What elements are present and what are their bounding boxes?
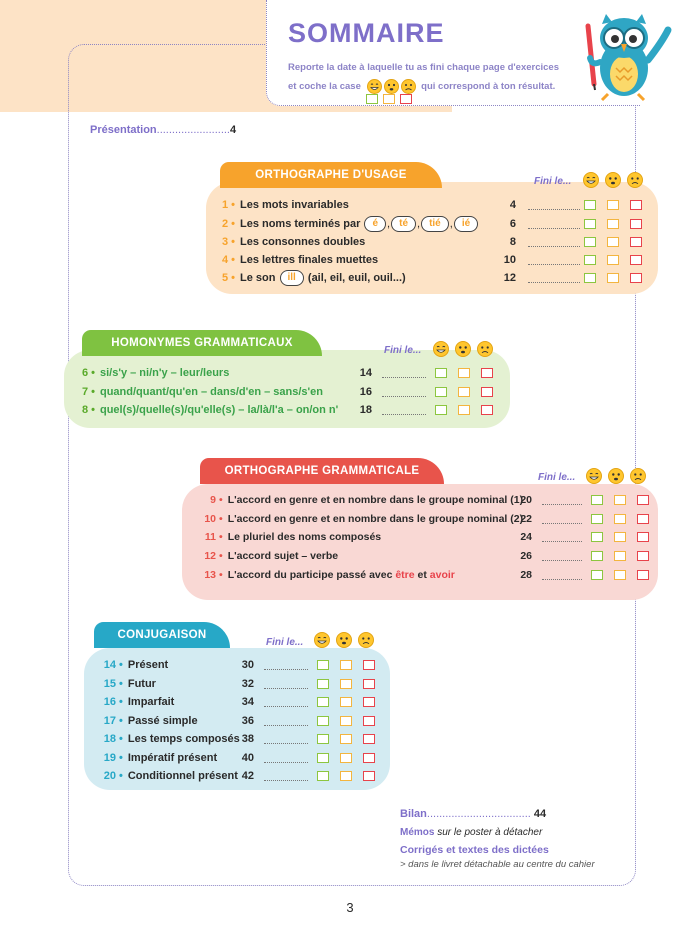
checkbox-good[interactable] xyxy=(591,532,603,542)
happy-face-icon xyxy=(586,468,602,484)
checkbox-medium[interactable] xyxy=(607,200,619,210)
date-line[interactable] xyxy=(264,734,308,744)
checkbox-bad[interactable] xyxy=(363,771,375,781)
sad-face-icon xyxy=(477,341,493,357)
date-line[interactable] xyxy=(264,660,308,670)
checkbox-medium[interactable] xyxy=(340,697,352,707)
owl-mascot-icon xyxy=(578,6,678,106)
checkbox-medium[interactable] xyxy=(340,771,352,781)
list-item[interactable]: 12 • L'accord sujet – verbe 26 xyxy=(200,547,652,565)
date-line[interactable] xyxy=(542,532,582,542)
legend-checkboxes xyxy=(366,94,412,104)
list-item[interactable]: 20 • Conditionnel présent 42 xyxy=(100,767,380,785)
list-item[interactable]: 19 • Impératif présent 40 xyxy=(100,749,380,767)
list-item[interactable]: 14 • Présent 30 xyxy=(100,656,380,674)
happy-face-icon xyxy=(433,341,449,357)
date-line[interactable] xyxy=(542,514,582,524)
date-line[interactable] xyxy=(264,771,308,781)
page-number: 3 xyxy=(346,900,354,915)
checkbox-good[interactable] xyxy=(591,514,603,524)
checkbox-medium[interactable] xyxy=(340,734,352,744)
date-line[interactable] xyxy=(542,551,582,561)
checkbox-medium[interactable] xyxy=(458,368,470,378)
neutral-face-icon xyxy=(605,172,621,188)
section-title-orthographe-usage: ORTHOGRAPHE D'USAGE xyxy=(220,162,442,188)
fini-le-label: Fini le... xyxy=(266,637,304,648)
neutral-face-icon xyxy=(455,341,471,357)
checkbox-medium[interactable] xyxy=(458,405,470,415)
list-item[interactable]: 1 • Les mots invariables 4 xyxy=(222,196,642,214)
checkbox-medium[interactable] xyxy=(340,753,352,763)
checkbox-bad[interactable] xyxy=(637,514,649,524)
result-emojis xyxy=(583,172,643,188)
fini-le-label: Fini le... xyxy=(534,176,572,187)
happy-face-icon xyxy=(367,79,382,94)
section-title-conjugaison: CONJUGAISON xyxy=(94,622,230,648)
checkbox-medium[interactable] xyxy=(458,387,470,397)
checkbox-medium[interactable] xyxy=(607,273,619,283)
checkbox-bad[interactable] xyxy=(630,255,642,265)
checkbox-medium[interactable] xyxy=(614,570,626,580)
checkbox-medium[interactable] xyxy=(607,255,619,265)
list-item[interactable]: 2 • Les noms terminés par é , té , tié , ié 6 xyxy=(222,215,642,233)
date-line[interactable] xyxy=(264,679,308,689)
checkbox-bad[interactable] xyxy=(363,734,375,744)
checkbox-bad[interactable] xyxy=(637,495,649,505)
checkbox-medium[interactable] xyxy=(340,679,352,689)
instructions: Reporte la date à laquelle tu as fini chaque page d'exercices et coche la case qui correspond à ton résultat. xyxy=(288,62,559,92)
checkbox-bad[interactable] xyxy=(630,273,642,283)
section-title-homonymes: HOMONYMES GRAMMATICAUX xyxy=(82,330,322,356)
date-line[interactable] xyxy=(382,387,426,397)
date-line[interactable] xyxy=(542,570,582,580)
date-line[interactable] xyxy=(528,219,580,229)
checkbox-good[interactable] xyxy=(317,753,329,763)
list-item[interactable]: 8 • quel(s)/quelle(s)/qu'elle(s) – la/là/l'a – on/on n' 18 xyxy=(82,401,502,419)
bilan-entry[interactable]: Bilan.................................. 44 xyxy=(400,808,547,820)
checkbox-good[interactable] xyxy=(435,368,447,378)
result-emojis xyxy=(314,632,374,648)
date-line[interactable] xyxy=(382,368,426,378)
checkbox-good[interactable] xyxy=(584,200,596,210)
checkbox-bad[interactable] xyxy=(630,200,642,210)
happy-face-icon xyxy=(314,632,330,648)
memos-note: Mémos sur le poster à détacher xyxy=(400,827,543,838)
date-line[interactable] xyxy=(528,200,580,210)
list-item[interactable]: 9 • L'accord en genre et en nombre dans le groupe nominal (1) 20 xyxy=(200,491,652,509)
checkbox-good[interactable] xyxy=(584,255,596,265)
neutral-face-icon xyxy=(336,632,352,648)
list-item[interactable]: 18 • Les temps composés 38 xyxy=(100,730,380,748)
checkbox-bad[interactable] xyxy=(363,753,375,763)
date-line[interactable] xyxy=(528,237,580,247)
date-line[interactable] xyxy=(528,255,580,265)
checkbox-good[interactable] xyxy=(317,771,329,781)
checkbox-medium[interactable] xyxy=(614,495,626,505)
list-item[interactable]: 17 • Passé simple 36 xyxy=(100,712,380,730)
checkbox-bad[interactable] xyxy=(363,716,375,726)
result-emojis xyxy=(433,341,493,357)
list-item[interactable]: 7 • quand/quant/qu'en – dans/d'en – sans/s'en 16 xyxy=(82,383,502,401)
date-line[interactable] xyxy=(382,405,426,415)
checkbox-good[interactable] xyxy=(317,716,329,726)
list-item[interactable]: 16 • Imparfait 34 xyxy=(100,693,380,711)
checkbox-medium[interactable] xyxy=(614,532,626,542)
checkbox-good[interactable] xyxy=(584,237,596,247)
date-line[interactable] xyxy=(264,716,308,726)
sad-face-icon xyxy=(401,79,416,94)
checkbox-good[interactable] xyxy=(317,660,329,670)
checkbox-medium[interactable] xyxy=(607,237,619,247)
checkbox-good[interactable] xyxy=(317,679,329,689)
corriges-title: Corrigés et textes des dictées xyxy=(400,844,549,856)
checkbox-medium[interactable] xyxy=(340,716,352,726)
list-item[interactable]: 6 • si/s'y – ni/n'y – leur/leurs 14 xyxy=(82,364,502,382)
checkbox-bad[interactable] xyxy=(363,679,375,689)
checkbox-medium[interactable] xyxy=(614,551,626,561)
checkbox-good[interactable] xyxy=(435,387,447,397)
checkbox-good[interactable] xyxy=(317,734,329,744)
livret-note: > dans le livret détachable au centre du cahier xyxy=(400,859,595,870)
list-item[interactable]: 5 • Le son ill (ail, eil, euil, ouil...) 12 xyxy=(222,269,642,287)
checkbox-medium[interactable] xyxy=(340,660,352,670)
checkbox-medium[interactable] xyxy=(614,514,626,524)
section-title-orthographe-grammaticale: ORTHOGRAPHE GRAMMATICALE xyxy=(200,458,444,484)
fini-le-label: Fini le... xyxy=(384,345,422,356)
date-line[interactable] xyxy=(542,495,582,505)
presentation-entry[interactable]: Présentation........................4 xyxy=(90,124,237,136)
checkbox-bad[interactable] xyxy=(481,405,493,415)
checkbox-good[interactable] xyxy=(435,405,447,415)
sad-face-icon xyxy=(630,468,646,484)
list-item[interactable]: 11 • Le pluriel des noms composés 24 xyxy=(200,528,652,546)
neutral-face-icon xyxy=(608,468,624,484)
list-item[interactable]: 4 • Les lettres finales muettes 10 xyxy=(222,251,642,269)
neutral-face-icon xyxy=(384,79,399,94)
happy-face-icon xyxy=(583,172,599,188)
checkbox-bad[interactable] xyxy=(637,570,649,580)
date-line[interactable] xyxy=(264,753,308,763)
checkbox-good[interactable] xyxy=(591,495,603,505)
list-item[interactable]: 15 • Futur 32 xyxy=(100,675,380,693)
checkbox-good[interactable] xyxy=(591,570,603,580)
checkbox-medium[interactable] xyxy=(607,219,619,229)
checkbox-bad[interactable] xyxy=(637,532,649,542)
page-title: SOMMAIRE xyxy=(288,18,445,48)
checkbox-bad[interactable] xyxy=(363,697,375,707)
checkbox-good[interactable] xyxy=(317,697,329,707)
result-emojis xyxy=(586,468,646,484)
list-item[interactable]: 13 • L'accord du participe passé avec être et avoir 28 xyxy=(200,566,652,584)
checkbox-bad[interactable] xyxy=(481,387,493,397)
list-item[interactable]: 3 • Les consonnes doubles 8 xyxy=(222,233,642,251)
checkbox-bad[interactable] xyxy=(481,368,493,378)
sad-face-icon xyxy=(358,632,374,648)
checkbox-bad[interactable] xyxy=(363,660,375,670)
sad-face-icon xyxy=(627,172,643,188)
checkbox-bad[interactable] xyxy=(630,237,642,247)
checkbox-good[interactable] xyxy=(584,219,596,229)
fini-le-label: Fini le... xyxy=(538,472,576,483)
list-item[interactable]: 10 • L'accord en genre et en nombre dans le groupe nominal (2) 22 xyxy=(200,510,652,528)
checkbox-good[interactable] xyxy=(584,273,596,283)
date-line[interactable] xyxy=(264,697,308,707)
date-line[interactable] xyxy=(528,273,580,283)
checkbox-good[interactable] xyxy=(591,551,603,561)
checkbox-bad[interactable] xyxy=(637,551,649,561)
checkbox-bad[interactable] xyxy=(630,219,642,229)
